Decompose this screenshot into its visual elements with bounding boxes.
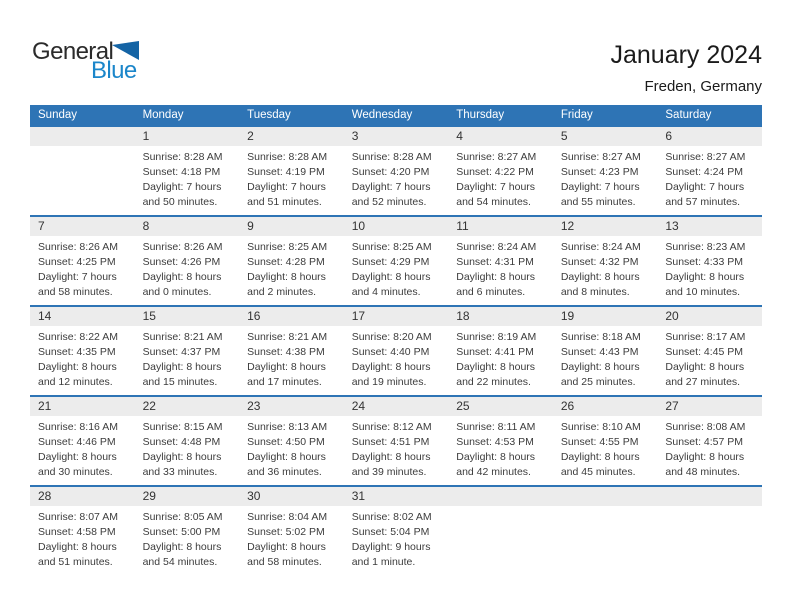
general-blue-logo bbox=[32, 40, 162, 83]
day-cell bbox=[553, 216, 658, 306]
day-number: 14 bbox=[30, 307, 135, 326]
day-cell bbox=[344, 216, 449, 306]
daylight-text: Daylight: 7 hours and 52 minutes. bbox=[351, 181, 431, 208]
weekday-header-thursday: Thursday bbox=[448, 105, 553, 126]
day-number: 12 bbox=[553, 217, 658, 236]
day-cell bbox=[135, 486, 240, 575]
daylight-text: Daylight: 8 hours and 48 minutes. bbox=[665, 451, 745, 478]
day-cell bbox=[239, 396, 344, 486]
sunset-text: Sunset: 4:31 PM bbox=[456, 256, 534, 268]
day-number: 26 bbox=[553, 397, 658, 416]
sunset-text: Sunset: 4:45 PM bbox=[665, 346, 744, 358]
day-cell bbox=[448, 306, 553, 396]
daylight-text: Daylight: 8 hours and 12 minutes. bbox=[38, 361, 117, 388]
sunrise-text: Sunrise: 8:18 AM bbox=[560, 331, 641, 343]
sunset-text: Sunset: 4:20 PM bbox=[351, 166, 430, 178]
sunset-text: Sunset: 4:24 PM bbox=[665, 166, 744, 178]
day-number: 17 bbox=[344, 307, 449, 326]
day-cell-empty bbox=[30, 126, 135, 216]
sunrise-text: Sunrise: 8:27 AM bbox=[665, 151, 746, 163]
day-cell-empty bbox=[553, 486, 658, 575]
sunrise-text: Sunrise: 8:16 AM bbox=[38, 421, 118, 433]
day-number: 16 bbox=[239, 307, 344, 326]
sunset-text: Sunset: 4:38 PM bbox=[247, 346, 325, 358]
day-number: 15 bbox=[135, 307, 240, 326]
sunset-text: Sunset: 4:41 PM bbox=[456, 346, 534, 358]
sunset-text: Sunset: 4:50 PM bbox=[247, 436, 325, 448]
sunset-text: Sunset: 5:04 PM bbox=[351, 526, 430, 538]
daylight-text: Daylight: 8 hours and 6 minutes. bbox=[456, 271, 536, 298]
daylight-text: Daylight: 7 hours and 50 minutes. bbox=[142, 181, 222, 208]
daylight-text: Daylight: 8 hours and 54 minutes. bbox=[142, 541, 222, 568]
day-number: 25 bbox=[448, 397, 553, 416]
daylight-text: Daylight: 8 hours and 2 minutes. bbox=[247, 271, 326, 298]
sunrise-text: Sunrise: 8:10 AM bbox=[560, 421, 641, 433]
day-number: 8 bbox=[135, 217, 240, 236]
sunset-text: Sunset: 4:19 PM bbox=[247, 166, 325, 178]
sunset-text: Sunset: 4:37 PM bbox=[142, 346, 221, 358]
sunrise-text: Sunrise: 8:12 AM bbox=[351, 421, 432, 433]
sunrise-text: Sunrise: 8:13 AM bbox=[247, 421, 328, 433]
sunrise-text: Sunrise: 8:28 AM bbox=[351, 151, 432, 163]
day-cell bbox=[448, 126, 553, 216]
calendar-table bbox=[30, 105, 762, 575]
day-number: 7 bbox=[30, 217, 135, 236]
day-cell-empty bbox=[657, 486, 762, 575]
day-cell bbox=[448, 396, 553, 486]
day-cell bbox=[448, 216, 553, 306]
day-number: 13 bbox=[657, 217, 762, 236]
sunrise-text: Sunrise: 8:21 AM bbox=[142, 331, 223, 343]
header-titles bbox=[610, 42, 762, 95]
page-title: January 2024 bbox=[610, 41, 762, 69]
day-number: 22 bbox=[135, 397, 240, 416]
sunrise-text: Sunrise: 8:27 AM bbox=[560, 151, 641, 163]
sunrise-text: Sunrise: 8:19 AM bbox=[456, 331, 537, 343]
day-number: 1 bbox=[135, 127, 240, 146]
day-cell bbox=[657, 396, 762, 486]
weekday-header-tuesday: Tuesday bbox=[239, 105, 344, 126]
day-number: 11 bbox=[448, 217, 553, 236]
sunset-text: Sunset: 5:00 PM bbox=[142, 526, 221, 538]
day-number: 30 bbox=[239, 487, 344, 506]
day-number: 23 bbox=[239, 397, 344, 416]
sunrise-text: Sunrise: 8:17 AM bbox=[665, 331, 746, 343]
day-cell bbox=[657, 216, 762, 306]
daylight-text: Daylight: 8 hours and 17 minutes. bbox=[247, 361, 326, 388]
sunset-text: Sunset: 4:55 PM bbox=[560, 436, 639, 448]
sunrise-text: Sunrise: 8:15 AM bbox=[142, 421, 223, 433]
day-number: 5 bbox=[553, 127, 658, 146]
day-number: 27 bbox=[657, 397, 762, 416]
daylight-text: Daylight: 8 hours and 30 minutes. bbox=[38, 451, 117, 478]
day-cell bbox=[344, 486, 449, 575]
day-number bbox=[553, 487, 658, 506]
daylight-text: Daylight: 8 hours and 36 minutes. bbox=[247, 451, 326, 478]
daylight-text: Daylight: 7 hours and 51 minutes. bbox=[247, 181, 326, 208]
daylight-text: Daylight: 8 hours and 25 minutes. bbox=[560, 361, 640, 388]
sunset-text: Sunset: 4:28 PM bbox=[247, 256, 325, 268]
day-number: 6 bbox=[657, 127, 762, 146]
weekday-header-monday: Monday bbox=[135, 105, 240, 126]
day-number: 9 bbox=[239, 217, 344, 236]
daylight-text: Daylight: 8 hours and 0 minutes. bbox=[142, 271, 222, 298]
sunset-text: Sunset: 4:58 PM bbox=[38, 526, 116, 538]
day-cell-empty bbox=[448, 486, 553, 575]
daylight-text: Daylight: 8 hours and 22 minutes. bbox=[456, 361, 536, 388]
day-number: 29 bbox=[135, 487, 240, 506]
sunset-text: Sunset: 4:23 PM bbox=[560, 166, 639, 178]
sunset-text: Sunset: 4:32 PM bbox=[560, 256, 639, 268]
sunrise-text: Sunrise: 8:21 AM bbox=[247, 331, 328, 343]
day-number: 19 bbox=[553, 307, 658, 326]
day-cell bbox=[344, 306, 449, 396]
day-cell bbox=[30, 396, 135, 486]
sunrise-text: Sunrise: 8:04 AM bbox=[247, 511, 328, 523]
daylight-text: Daylight: 8 hours and 8 minutes. bbox=[560, 271, 640, 298]
day-cell bbox=[553, 396, 658, 486]
sunrise-text: Sunrise: 8:11 AM bbox=[456, 421, 536, 433]
daylight-text: Daylight: 7 hours and 57 minutes. bbox=[665, 181, 745, 208]
day-number: 31 bbox=[344, 487, 449, 506]
week-row bbox=[30, 216, 762, 306]
sunset-text: Sunset: 4:29 PM bbox=[351, 256, 430, 268]
sunset-text: Sunset: 4:40 PM bbox=[351, 346, 430, 358]
sunset-text: Sunset: 4:48 PM bbox=[142, 436, 221, 448]
day-cell bbox=[344, 126, 449, 216]
sunset-text: Sunset: 4:33 PM bbox=[665, 256, 744, 268]
location-subtitle: Freden, Germany bbox=[644, 77, 762, 95]
sunset-text: Sunset: 4:18 PM bbox=[142, 166, 221, 178]
day-number: 20 bbox=[657, 307, 762, 326]
sunrise-text: Sunrise: 8:25 AM bbox=[351, 241, 432, 253]
daylight-text: Daylight: 8 hours and 58 minutes. bbox=[247, 541, 326, 568]
daylight-text: Daylight: 8 hours and 45 minutes. bbox=[560, 451, 640, 478]
weekday-header-sunday: Sunday bbox=[30, 105, 135, 126]
sunrise-text: Sunrise: 8:28 AM bbox=[247, 151, 328, 163]
daylight-text: Daylight: 7 hours and 58 minutes. bbox=[38, 271, 117, 298]
weekday-header-wednesday: Wednesday bbox=[344, 105, 449, 126]
day-cell bbox=[30, 486, 135, 575]
sunrise-text: Sunrise: 8:26 AM bbox=[142, 241, 223, 253]
logo-text-general: General bbox=[32, 38, 114, 65]
day-cell bbox=[239, 216, 344, 306]
sunrise-text: Sunrise: 8:25 AM bbox=[247, 241, 328, 253]
daylight-text: Daylight: 8 hours and 27 minutes. bbox=[665, 361, 745, 388]
day-number: 4 bbox=[448, 127, 553, 146]
day-cell bbox=[239, 126, 344, 216]
weekday-header-friday: Friday bbox=[553, 105, 658, 126]
day-number: 10 bbox=[344, 217, 449, 236]
day-number bbox=[657, 487, 762, 506]
week-row bbox=[30, 486, 762, 575]
sunset-text: Sunset: 4:53 PM bbox=[456, 436, 534, 448]
sunrise-text: Sunrise: 8:23 AM bbox=[665, 241, 746, 253]
sunrise-text: Sunrise: 8:07 AM bbox=[38, 511, 118, 523]
sunset-text: Sunset: 4:43 PM bbox=[560, 346, 639, 358]
day-number: 28 bbox=[30, 487, 135, 506]
sunset-text: Sunset: 4:22 PM bbox=[456, 166, 534, 178]
sunset-text: Sunset: 5:02 PM bbox=[247, 526, 325, 538]
daylight-text: Daylight: 9 hours and 1 minute. bbox=[351, 541, 431, 568]
day-number bbox=[448, 487, 553, 506]
logo-text-blue: Blue bbox=[91, 57, 137, 84]
day-cell bbox=[553, 126, 658, 216]
sunrise-text: Sunrise: 8:27 AM bbox=[456, 151, 537, 163]
daylight-text: Daylight: 7 hours and 55 minutes. bbox=[560, 181, 640, 208]
day-cell bbox=[30, 306, 135, 396]
day-cell bbox=[657, 306, 762, 396]
sunrise-text: Sunrise: 8:20 AM bbox=[351, 331, 432, 343]
weekday-header-row bbox=[30, 105, 762, 126]
day-number: 2 bbox=[239, 127, 344, 146]
sunrise-text: Sunrise: 8:02 AM bbox=[351, 511, 432, 523]
week-row bbox=[30, 396, 762, 486]
sunset-text: Sunset: 4:46 PM bbox=[38, 436, 116, 448]
sunset-text: Sunset: 4:57 PM bbox=[665, 436, 744, 448]
sunrise-text: Sunrise: 8:22 AM bbox=[38, 331, 118, 343]
sunrise-text: Sunrise: 8:24 AM bbox=[560, 241, 641, 253]
daylight-text: Daylight: 8 hours and 10 minutes. bbox=[665, 271, 745, 298]
day-cell bbox=[135, 396, 240, 486]
day-cell bbox=[135, 216, 240, 306]
day-cell bbox=[553, 306, 658, 396]
daylight-text: Daylight: 7 hours and 54 minutes. bbox=[456, 181, 536, 208]
week-row bbox=[30, 306, 762, 396]
sunset-text: Sunset: 4:51 PM bbox=[351, 436, 430, 448]
sunrise-text: Sunrise: 8:05 AM bbox=[142, 511, 223, 523]
day-cell bbox=[135, 126, 240, 216]
sunrise-text: Sunrise: 8:26 AM bbox=[38, 241, 118, 253]
sunset-text: Sunset: 4:25 PM bbox=[38, 256, 116, 268]
daylight-text: Daylight: 8 hours and 39 minutes. bbox=[351, 451, 431, 478]
day-cell bbox=[135, 306, 240, 396]
sunrise-text: Sunrise: 8:08 AM bbox=[665, 421, 746, 433]
sunrise-text: Sunrise: 8:24 AM bbox=[456, 241, 537, 253]
day-cell bbox=[657, 126, 762, 216]
daylight-text: Daylight: 8 hours and 42 minutes. bbox=[456, 451, 536, 478]
week-row bbox=[30, 126, 762, 216]
daylight-text: Daylight: 8 hours and 33 minutes. bbox=[142, 451, 222, 478]
day-cell bbox=[30, 216, 135, 306]
day-number bbox=[30, 127, 135, 146]
day-cell bbox=[344, 396, 449, 486]
sunset-text: Sunset: 4:26 PM bbox=[142, 256, 221, 268]
daylight-text: Daylight: 8 hours and 4 minutes. bbox=[351, 271, 431, 298]
daylight-text: Daylight: 8 hours and 19 minutes. bbox=[351, 361, 431, 388]
sunrise-text: Sunrise: 8:28 AM bbox=[142, 151, 223, 163]
daylight-text: Daylight: 8 hours and 51 minutes. bbox=[38, 541, 117, 568]
sunset-text: Sunset: 4:35 PM bbox=[38, 346, 116, 358]
weekday-header-saturday: Saturday bbox=[657, 105, 762, 126]
day-number: 3 bbox=[344, 127, 449, 146]
daylight-text: Daylight: 8 hours and 15 minutes. bbox=[142, 361, 222, 388]
day-cell bbox=[239, 306, 344, 396]
day-number: 24 bbox=[344, 397, 449, 416]
day-number: 18 bbox=[448, 307, 553, 326]
day-cell bbox=[239, 486, 344, 575]
day-number: 21 bbox=[30, 397, 135, 416]
